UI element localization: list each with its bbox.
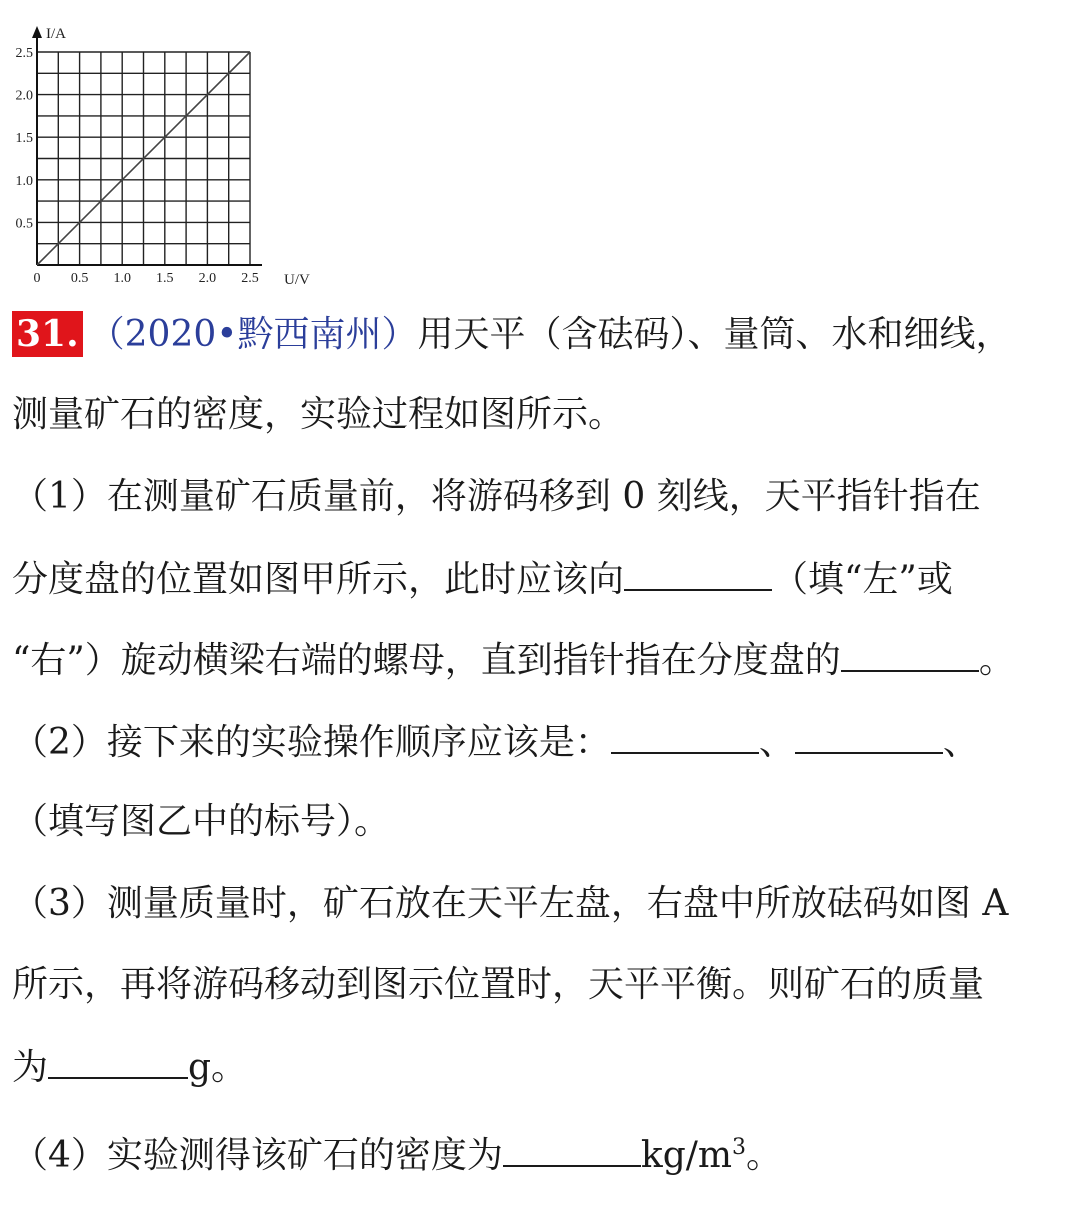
part-1-line-2: [12, 555, 953, 603]
iu-graph: [0, 0, 330, 300]
y-axis-label: I/A: [46, 26, 66, 42]
part-4-line-1: [12, 1125, 782, 1179]
x-tick-label: 2.0: [198, 271, 217, 286]
x-axis-label: U/V: [284, 272, 310, 288]
blank-direction[interactable]: [624, 555, 772, 591]
y-tick-label: 1.5: [15, 131, 33, 147]
question-source: （2020•黔西南州）: [88, 314, 418, 355]
blank-center[interactable]: [841, 636, 979, 672]
unit-exponent: 3: [732, 1135, 747, 1160]
part-2-sep-1: 、: [758, 722, 795, 763]
part-1-line-3: [12, 636, 1015, 684]
question-line-1: 用天平（含砝码）、量筒、水和细线，: [417, 314, 1012, 355]
y-tick-label: 0.5: [15, 216, 33, 232]
part-2-line-2: （填写图乙中的标号）。: [12, 801, 391, 842]
density-unit: kg/m: [640, 1135, 733, 1176]
part-4-text-a: （4）实验测得该矿石的密度为: [12, 1135, 503, 1176]
axes: [32, 26, 262, 265]
x-tick-label: 0: [33, 271, 41, 286]
question-number: 31.: [12, 311, 83, 357]
part-1-text-d: 。: [978, 640, 1015, 681]
part-2-line-1: [12, 718, 979, 766]
blank-step-1[interactable]: [611, 718, 759, 754]
part-1-text-b: （填“左”或: [772, 559, 953, 600]
part-2-text-a: （2）接下来的实验操作顺序应该是：: [12, 722, 611, 763]
part-3-text-b: g。: [188, 1047, 248, 1088]
x-tick-label: 1.5: [156, 271, 174, 286]
question-header: [12, 311, 1012, 358]
part-2-sep-2: 、: [942, 722, 979, 763]
blank-step-2[interactable]: [795, 718, 943, 754]
part-3-line-3: [12, 1043, 247, 1091]
part-3-line-2: 所示，再将游码移动到图示位置时，天平平衡。则矿石的质量: [12, 964, 985, 1005]
part-1-text-a: 分度盘的位置如图甲所示，此时应该向: [12, 559, 625, 600]
y-tick-label: 2.5: [15, 46, 33, 61]
question-line-2: 测量矿石的密度，实验过程如图所示。: [12, 394, 625, 435]
y-axis-arrow: [32, 26, 42, 38]
part-1-text-c: “右”）旋动横梁右端的螺母，直到指针指在分度盘的: [12, 640, 841, 681]
x-tick-label: 1.0: [113, 271, 131, 286]
part-3-text-a: 为: [12, 1047, 49, 1088]
blank-density[interactable]: [503, 1131, 641, 1167]
blank-mass[interactable]: [48, 1043, 188, 1079]
y-tick-label: 2.0: [15, 88, 33, 104]
x-tick-label: 2.5: [241, 271, 259, 286]
part-1-line-1: （1）在测量矿石质量前，将游码移到 0 刻线，天平指针指在: [12, 476, 981, 517]
part-4-end: 。: [746, 1135, 783, 1176]
x-tick-label: 0.5: [70, 271, 89, 286]
part-3-line-1: （3）测量质量时，矿石放在天平左盘，右盘中所放砝码如图 A: [12, 883, 1009, 924]
y-tick-label: 1.0: [15, 173, 33, 189]
